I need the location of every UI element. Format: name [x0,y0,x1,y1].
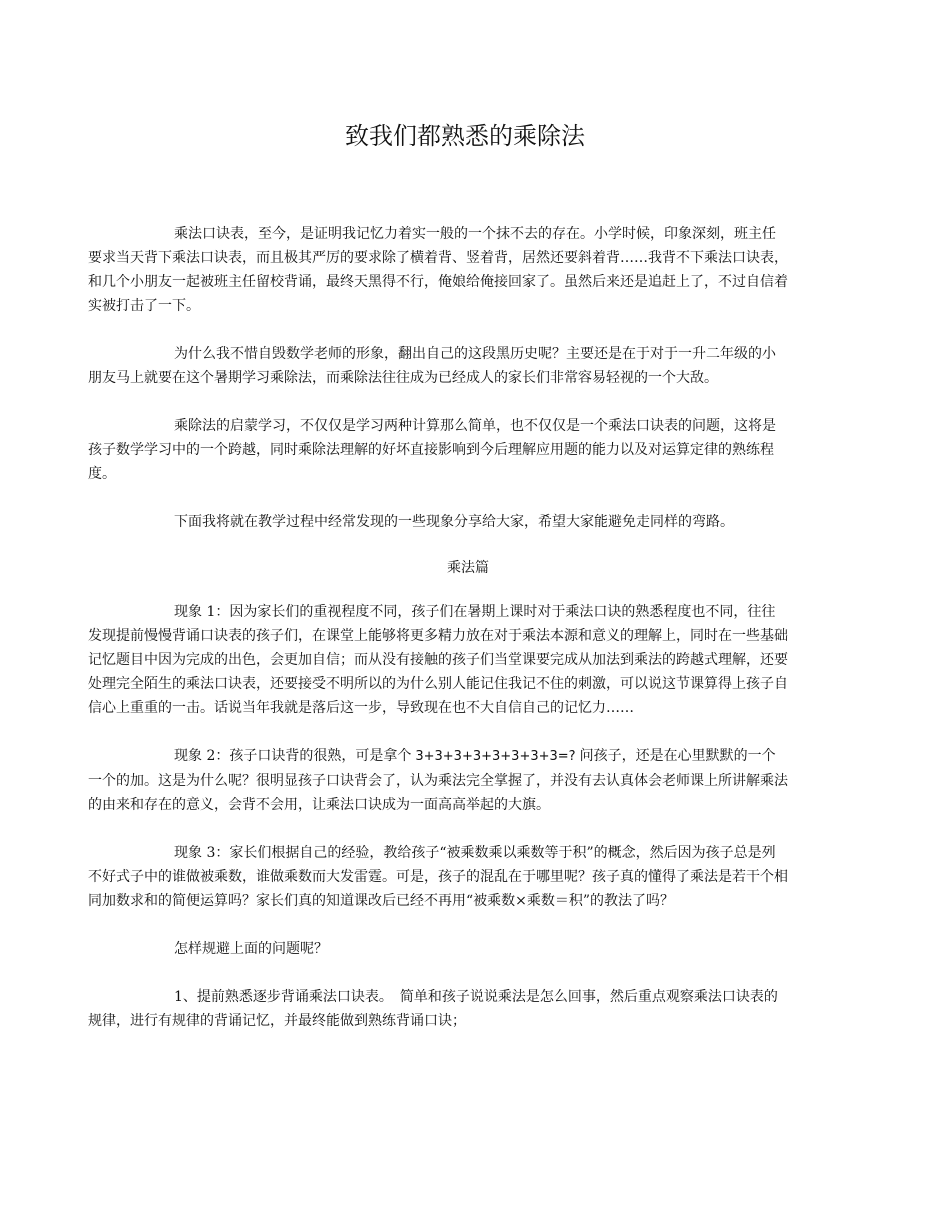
document-body [88,222,788,1057]
paragraph-phenomenon-3: 现象 3：家长们根据自己的经验，教给孩子“被乘数乘以乘数等于积”的概念，然后因为孩子总是列不好式子中的谁做被乘数，谁做乘数而大发雷霆。可是，孩子的混乱在于哪里呢？孩子真的懂得了乘法是若干个相同加数求和的简便运算吗？家长们真的知道课改后已经不再用“被乘数×乘数＝积”的教法了吗？ [88,845,788,909]
paragraph-tip-1: 1、提前熟悉逐步背诵乘法口诀表。 简单和孩子说说乘法是怎么回事，然后重点观察乘法口诀表的规律，进行有规律的背诵记忆，并最终能做到熟练背诵口诀； [88,989,778,1029]
paragraph-phenomenon-1: 现象 1：因为家长们的重视程度不同，孩子们在暑期上课时对于乘法口诀的熟悉程度也不同，往往发现提前慢慢背诵口诀表的孩子们，在课堂上能够将更多精力放在对于乘法本源和意义的理解上，同时在一些基础记忆题目中因为完成的出色，会更加自信；而从没有接触的孩子们当堂课要完成从加法到乘法的跨越式理解，还要处理完全陌生的乘法口诀表，还要接受不明所以的为什么别人能记住我记不住的刺激，可以说这节课算得上孩子自信心上重重的一击。话说当年我就是落后这一步，导致现在也不大自信自己的记忆力…… [88,604,788,716]
paragraph-sharing: 下面我将就在教学过程中经常发现的一些现象分享给大家，希望大家能避免走同样的弯路。 [174,514,734,530]
document-title: 致我们都熟悉的乘除法 [345,122,585,150]
paragraph-enlightenment: 乘除法的启蒙学习，不仅仅是学习两种计算那么简单，也不仅仅是一个乘法口诀表的问题，这将是孩子数学学习中的一个跨越，同时乘除法理解的好坏直接影响到今后理解应用题的能力以及对运算定律的熟练程度。 [88,418,776,482]
paragraph-question: 怎样规避上面的问题呢？ [174,941,328,957]
section-heading-multiplication: 乘法篇 [447,560,489,576]
paragraph-intro-memory: 乘法口诀表，至今，是证明我记忆力着实一般的一个抹不去的存在。小学时候，印象深刻，班主任要求当天背下乘法口诀表，而且极其严厉的要求除了横着背、竖着背，居然还要斜着背……我背不下乘法口诀表，和几个小朋友一起被班主任留校背诵，最终天黑得不行，俺娘给俺接回家了。虽然后来还是追赶上了，不过自信着实被打击了一下。 [88,226,788,314]
paragraph-why-share: 为什么我不惜自毁数学老师的形象，翻出自己的这段黑历史呢？主要还是在于对于一升二年级的小朋友马上就要在这个暑期学习乘除法，而乘除法往往成为已经成人的家长们非常容易轻视的一个大敌。 [88,346,776,386]
phenomenon-2-before: 现象 2：孩子口诀背的很熟，可是拿个 [174,748,412,764]
repeated-addition-expression: 3+3+3+3+3+3+3+3=? [415,749,576,764]
paragraph-phenomenon-2 [88,744,788,817]
phenomenon-2-after: 问孩子，还是在心里默默的一个一个的加。这是为什么呢？很明显孩子口诀背会了，认为乘法完全掌握了，并没有去认真体会老师课上所讲解乘法的由来和存在的意义，会背不会用，让乘法口诀成为一面高高举起的大旗。 [88,748,788,813]
